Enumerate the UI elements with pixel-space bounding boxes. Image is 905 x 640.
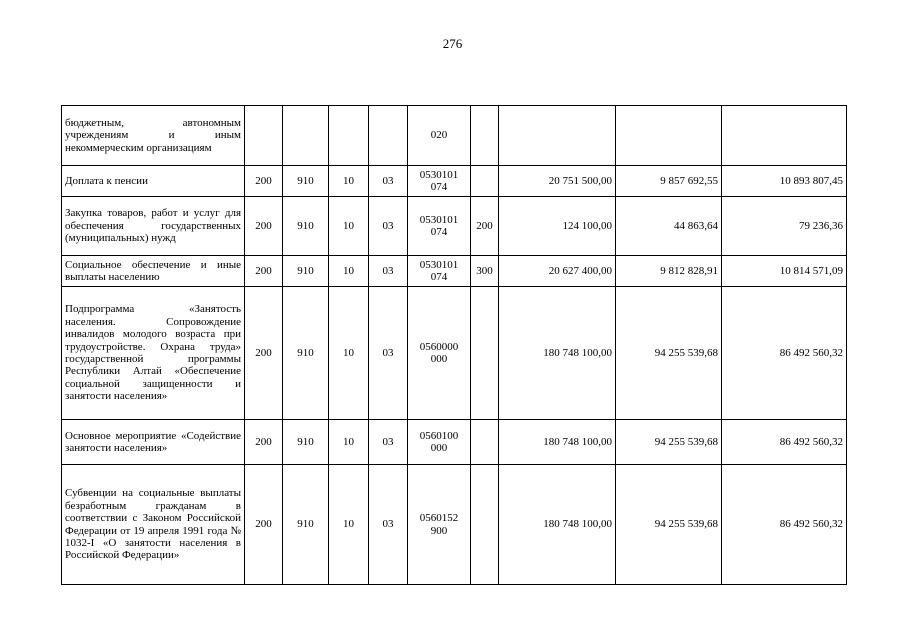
row-vr bbox=[471, 465, 499, 585]
row-pr2: 03 bbox=[369, 166, 408, 197]
row-name: Доплата к пенсии bbox=[62, 166, 245, 197]
row-vr bbox=[471, 420, 499, 465]
row-pr: 10 bbox=[329, 465, 369, 585]
table-row bbox=[62, 420, 847, 465]
row-vr: 200 bbox=[471, 197, 499, 256]
row-rz: 910 bbox=[283, 420, 329, 465]
row-sum-rest: 10 814 571,09 bbox=[722, 256, 847, 287]
row-sum-rest: 86 492 560,32 bbox=[722, 420, 847, 465]
row-sum-plan: 180 748 100,00 bbox=[499, 287, 616, 420]
row-ved: 200 bbox=[245, 166, 283, 197]
table-row bbox=[62, 197, 847, 256]
row-csr: 0560152 900 bbox=[408, 465, 471, 585]
page-number: 276 bbox=[442, 36, 463, 51]
row-name: Социальное обеспечение и иные выплаты населению bbox=[62, 256, 245, 287]
row-name: Закупка товаров, работ и услуг для обеспечения государственных (муниципальных) нужд bbox=[62, 197, 245, 256]
row-sum-rest: 79 236,36 bbox=[722, 197, 847, 256]
row-ved: 200 bbox=[245, 465, 283, 585]
row-pr2: 03 bbox=[369, 256, 408, 287]
row-ved: 200 bbox=[245, 197, 283, 256]
row-sum-rest: 10 893 807,45 bbox=[722, 166, 847, 197]
row-sum-fact: 94 255 539,68 bbox=[616, 287, 722, 420]
row-pr: 10 bbox=[329, 197, 369, 256]
row-sum-plan: 180 748 100,00 bbox=[499, 420, 616, 465]
row-ved: 200 bbox=[245, 287, 283, 420]
row-rz: 910 bbox=[283, 465, 329, 585]
row-pr2: 03 bbox=[369, 420, 408, 465]
row-vr: 300 bbox=[471, 256, 499, 287]
row-ved: 200 bbox=[245, 420, 283, 465]
row-sum-fact: 44 863,64 bbox=[616, 197, 722, 256]
row-rz: 910 bbox=[283, 256, 329, 287]
row-rz: 910 bbox=[283, 166, 329, 197]
row-sum-plan: 20 751 500,00 bbox=[499, 166, 616, 197]
row-sum-plan: 180 748 100,00 bbox=[499, 465, 616, 585]
row-vr bbox=[471, 287, 499, 420]
row-pr2: 03 bbox=[369, 197, 408, 256]
row-sum-rest: 86 492 560,32 bbox=[722, 287, 847, 420]
table-row bbox=[62, 166, 847, 197]
row-csr: 0560100 000 bbox=[408, 420, 471, 465]
row-name: Подпрограмма «Занятость населения. Сопровождение инвалидов молодого возраста при трудоустройстве. Охрана труда» государственной программы Республики Алтай «Обеспечение социальной защищенности и занятости населения» bbox=[62, 287, 245, 420]
row-sum-plan: 20 627 400,00 bbox=[499, 256, 616, 287]
table-row bbox=[62, 256, 847, 287]
row-rz: 910 bbox=[283, 287, 329, 420]
table-row bbox=[62, 106, 847, 166]
row-pr2: 03 bbox=[369, 287, 408, 420]
row-rz: 910 bbox=[283, 197, 329, 256]
row-csr: 0560000 000 bbox=[408, 287, 471, 420]
row-csr: 0530101 074 bbox=[408, 197, 471, 256]
row-vr bbox=[471, 166, 499, 197]
row-sum-fact: 9 857 692,55 bbox=[616, 166, 722, 197]
table-row bbox=[62, 465, 847, 585]
row-sum-plan: 124 100,00 bbox=[499, 197, 616, 256]
row-pr: 10 bbox=[329, 287, 369, 420]
row-ved: 200 bbox=[245, 256, 283, 287]
row-pr: 10 bbox=[329, 166, 369, 197]
row-pr: 10 bbox=[329, 420, 369, 465]
row-name: Субвенции на социальные выплаты безработным гражданам в соответствии с Законом Российской Федерации от 19 апреля 1991 года № 1032-I «О занятости населения в Российской Федерации» bbox=[62, 465, 245, 585]
row-sum-fact: 94 255 539,68 bbox=[616, 420, 722, 465]
row-csr: 0530101 074 bbox=[408, 256, 471, 287]
row-sum-rest: 86 492 560,32 bbox=[722, 465, 847, 585]
row-sum-fact: 94 255 539,68 bbox=[616, 465, 722, 585]
table-row bbox=[62, 287, 847, 420]
row-csr: 020 bbox=[408, 106, 471, 166]
row-sum-fact: 9 812 828,91 bbox=[616, 256, 722, 287]
row-name: бюджетным, автономным учреждениям и иным некоммерческим организациям bbox=[62, 106, 245, 166]
row-csr: 0530101 074 bbox=[408, 166, 471, 197]
row-name: Основное мероприятие «Содействие занятости населения» bbox=[62, 420, 245, 465]
row-pr2: 03 bbox=[369, 465, 408, 585]
row-pr: 10 bbox=[329, 256, 369, 287]
budget-table bbox=[61, 105, 847, 585]
